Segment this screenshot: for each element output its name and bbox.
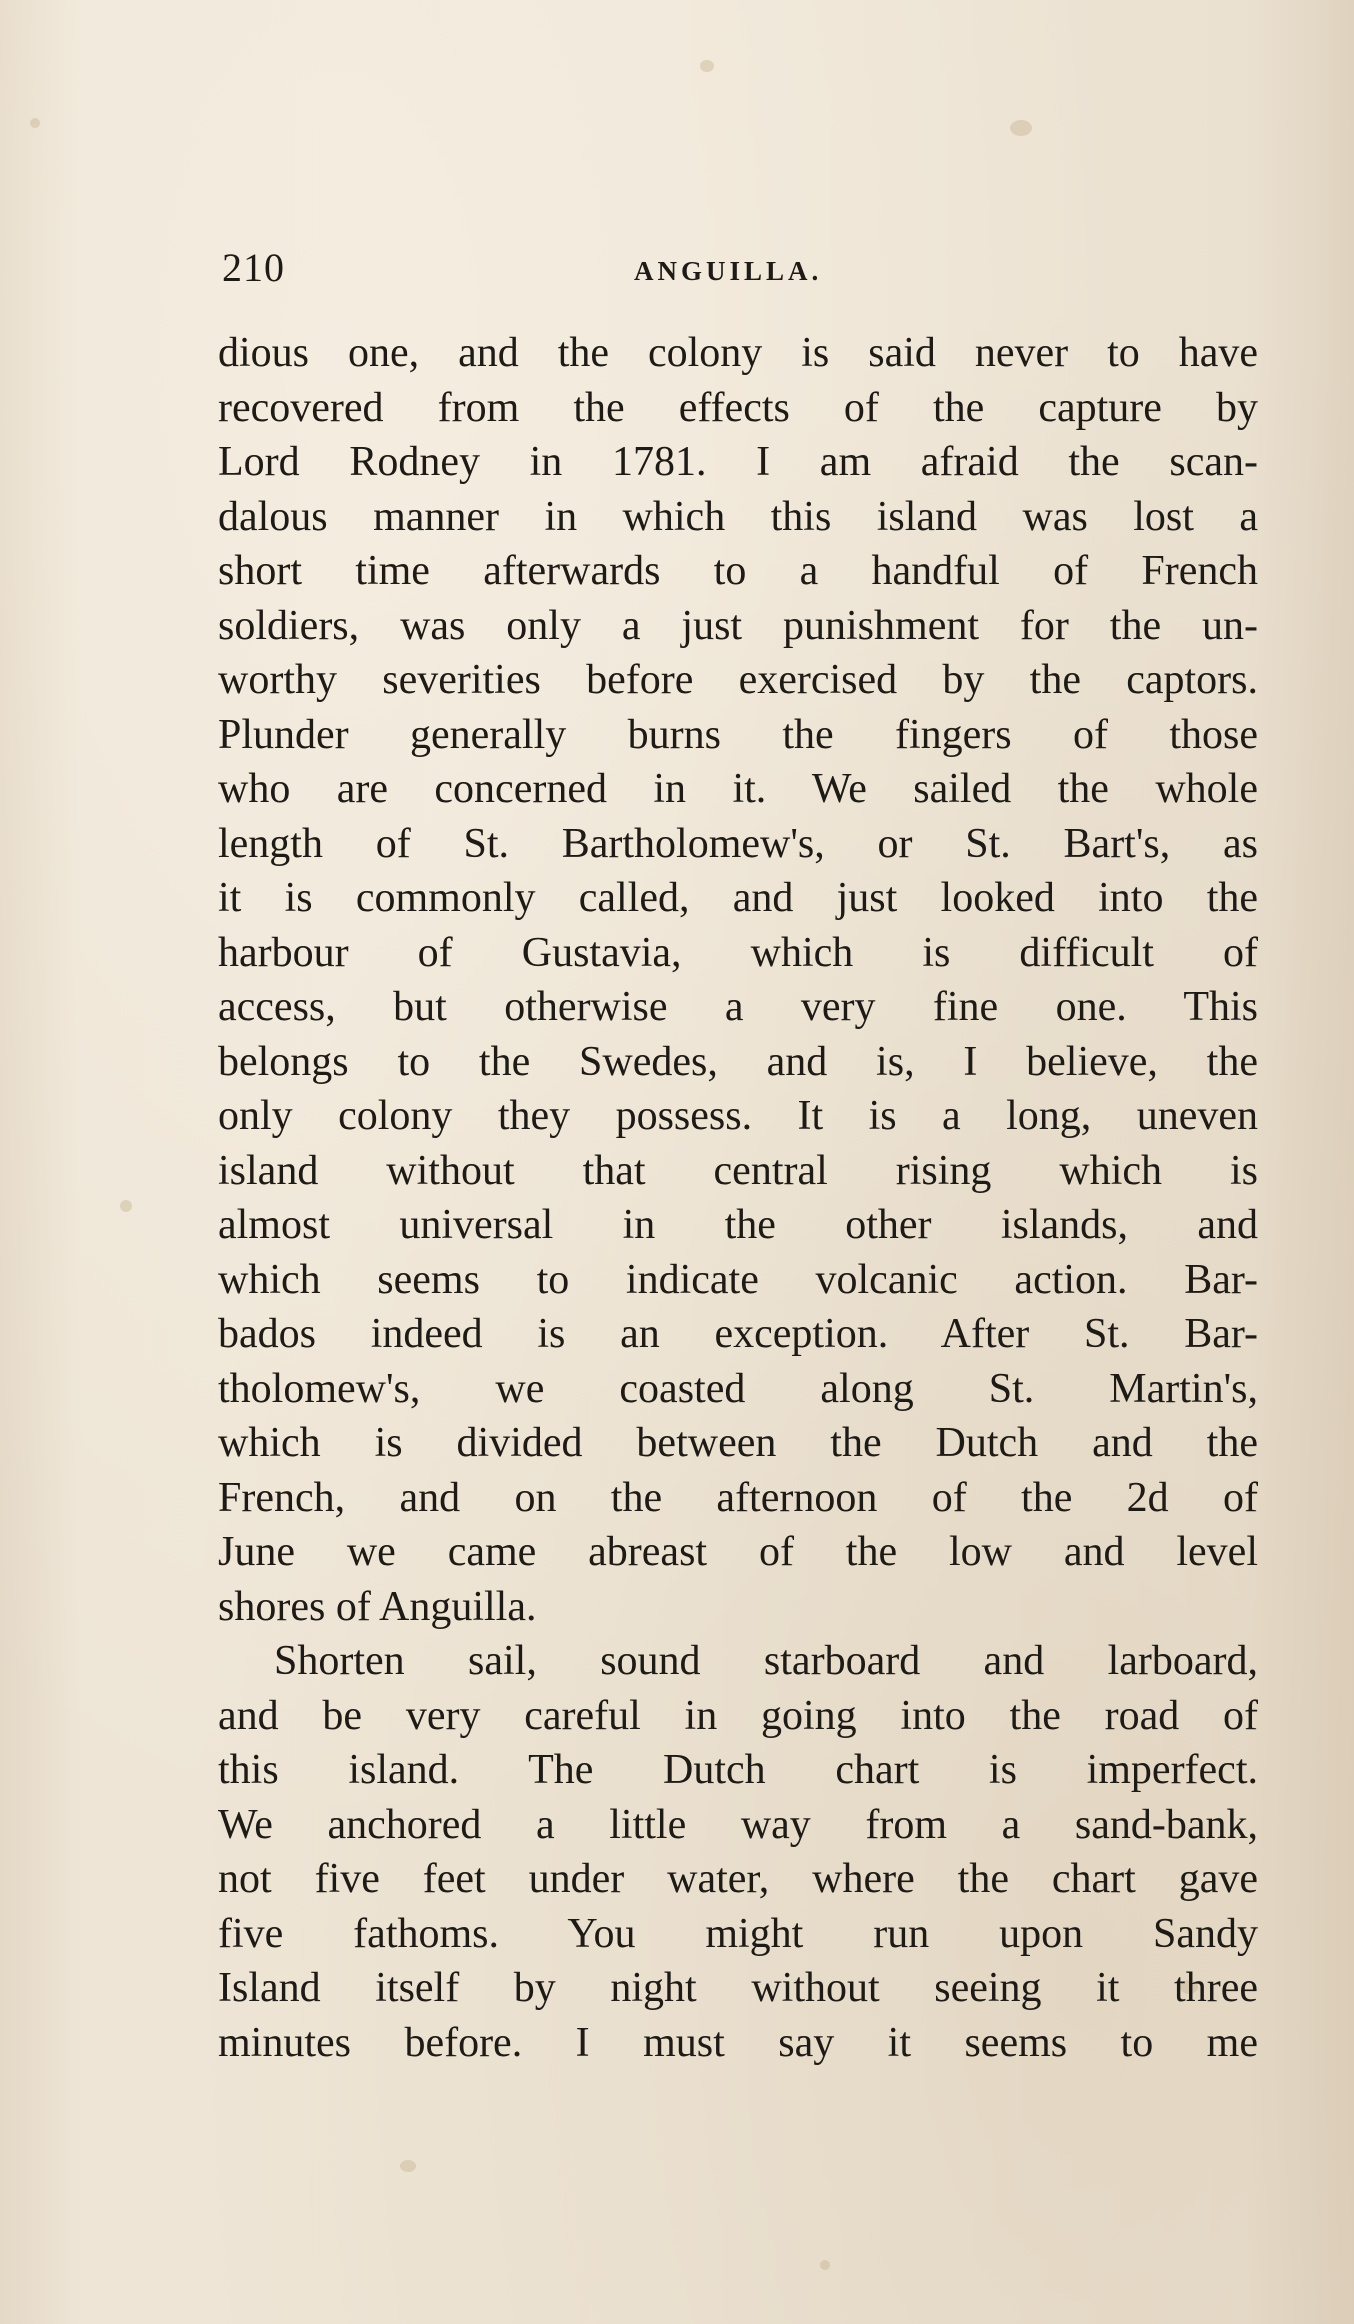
text-line: belongs to the Swedes, and is, I believe, the xyxy=(218,1038,1258,1085)
page-number: 210 xyxy=(222,245,285,290)
text-line: which seems to indicate volcanic action. Bar- xyxy=(218,1256,1258,1303)
text-line: Island itself by night without seeing it three xyxy=(218,1965,1258,2011)
text-line: this island. The Dutch chart is imperfect. xyxy=(218,1747,1258,1793)
paper-stain xyxy=(700,60,714,72)
text-line: Lord Rodney in 1781. I am afraid the scan- xyxy=(218,439,1258,485)
paper-stain xyxy=(120,1200,132,1212)
text-line: it is commonly called, and just looked into the xyxy=(218,875,1258,921)
text-line: tholomew's, we coasted along St. Martin's, xyxy=(218,1365,1258,1412)
page-header xyxy=(222,244,1254,296)
text-line: June we came abreast of the low and level xyxy=(218,1529,1258,1575)
text-line: shores of Anguilla. xyxy=(218,1583,537,1630)
text-line: not five feet under water, where the chart gave xyxy=(218,1856,1258,1902)
text-line: bados indeed is an exception. After St. Bar- xyxy=(218,1311,1258,1357)
text-line: dalous manner in which this island was lost a xyxy=(218,493,1258,540)
running-head: ANGUILLA. xyxy=(634,256,823,286)
text-line: and be very careful in going into the road of xyxy=(218,1692,1258,1739)
body-text xyxy=(218,326,1258,2070)
text-line: French, and on the afternoon of the 2d of xyxy=(218,1474,1258,1521)
text-line: island without that central rising which is xyxy=(218,1147,1258,1194)
text-line: soldiers, was only a just punishment for the un- xyxy=(218,602,1258,649)
text-line: We anchored a little way from a sand-bank, xyxy=(218,1801,1258,1848)
text-line: length of St. Bartholomew's, or St. Bart's, as xyxy=(218,820,1258,867)
text-line: worthy severities before exercised by the captors. xyxy=(218,657,1258,703)
text-line: short time afterwards to a handful of French xyxy=(218,548,1258,594)
paper-stain xyxy=(400,2160,416,2172)
text-line: which is divided between the Dutch and the xyxy=(218,1420,1258,1466)
paper-stain xyxy=(30,118,40,128)
text-line: Plunder generally burns the fingers of those xyxy=(218,711,1258,758)
text-line: dious one, and the colony is said never to have xyxy=(218,330,1258,376)
text-line: almost universal in the other islands, and xyxy=(218,1202,1258,1248)
text-line: Shorten sail, sound starboard and larboard, xyxy=(274,1638,1258,1684)
paper-stain xyxy=(1010,120,1032,136)
text-line: recovered from the effects of the capture by xyxy=(218,384,1258,431)
text-line: who are concerned in it. We sailed the whole xyxy=(218,766,1258,812)
text-line: minutes before. I must say it seems to me xyxy=(218,2019,1258,2066)
paper-stain xyxy=(820,2260,830,2270)
text-line: access, but otherwise a very fine one. This xyxy=(218,984,1258,1030)
text-line: five fathoms. You might run upon Sandy xyxy=(218,1910,1258,1957)
text-line: harbour of Gustavia, which is difficult of xyxy=(218,929,1258,976)
text-line: only colony they possess. It is a long, uneven xyxy=(218,1093,1258,1139)
